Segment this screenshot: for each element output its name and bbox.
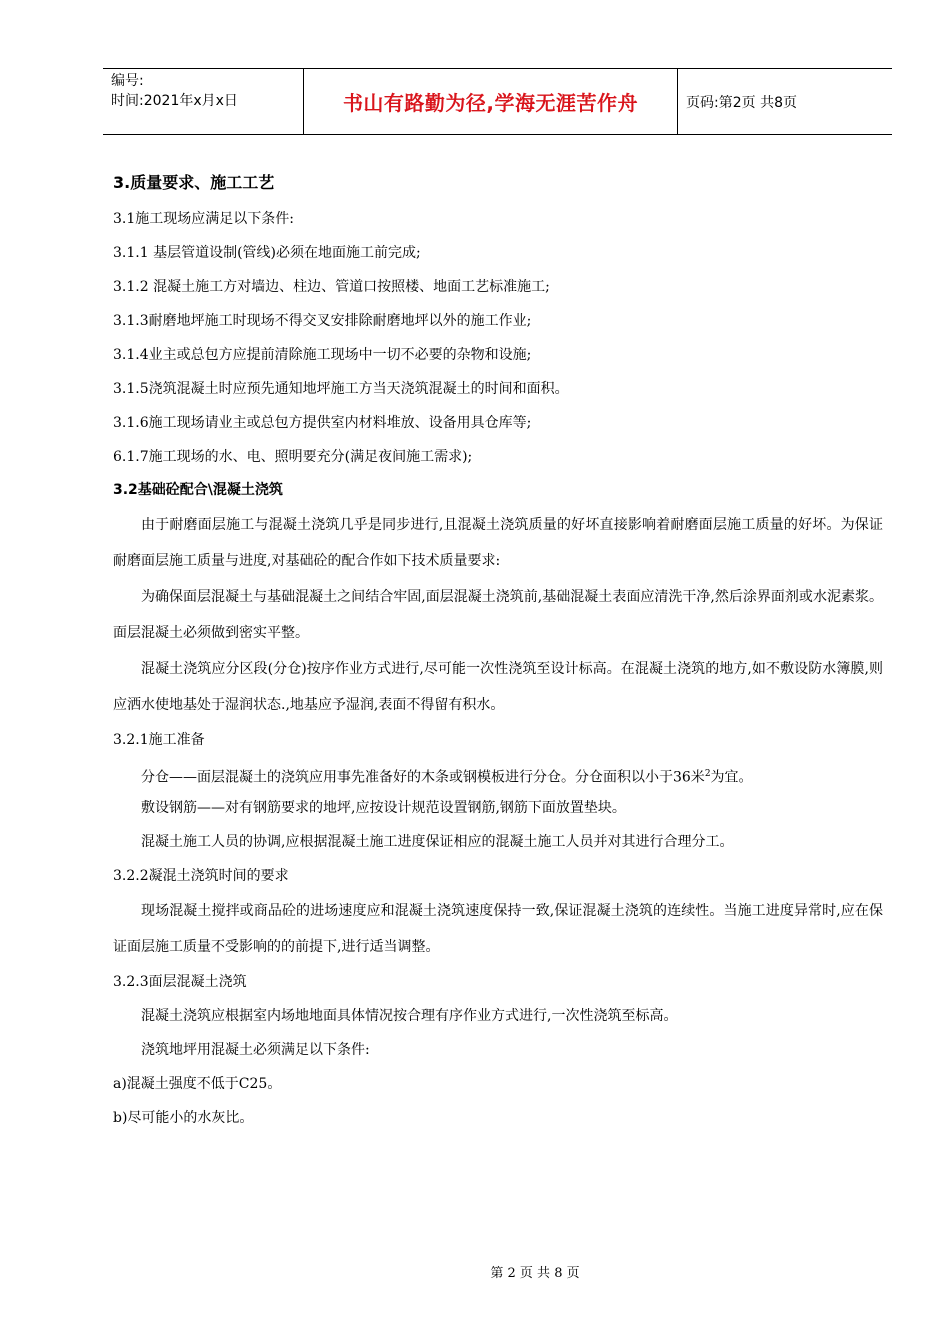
clause-3-1-6: 3.1.6施工现场请业主或总包方提供室内材料堆放、设备用具仓库等; xyxy=(113,415,532,431)
pour-conditions: 浇筑地坪用混凝土必须满足以下条件: xyxy=(141,1042,370,1058)
header-table xyxy=(103,68,892,135)
prep-partition-tail: 为宜。 xyxy=(710,769,753,786)
prep-staff: 混凝土施工人员的协调,应根据混凝土施工进度保证相应的混凝土施工人员并对其进行合理分工。 xyxy=(141,834,734,850)
clause-3-1-3: 3.1.3耐磨地坪施工时现场不得交叉安排除耐磨地坪以外的施工作业; xyxy=(113,313,532,329)
header-left-cell xyxy=(103,69,304,134)
pour-method: 混凝土浇筑应根据室内场地地面具体情况按合理有序作业方式进行,一次性浇筑至标高。 xyxy=(141,1008,678,1024)
prep-rebar: 敷设钢筋——对有钢筋要求的地坪,应按设计规范设置钢筋,钢筋下面放置垫块。 xyxy=(141,800,626,816)
clause-3-1-5: 3.1.5浇筑混凝土时应预先通知地坪施工方当天浇筑混凝土的时间和面积。 xyxy=(113,381,569,397)
prep-partition-text: 分仓——面层混凝土的浇筑应用事先准备好的木条或钢模板进行分仓。分仓面积以小于36米 xyxy=(141,769,705,786)
condition-b: b)尽可能小的水灰比。 xyxy=(113,1110,254,1126)
paragraph-intro: 由于耐磨面层施工与混凝土浇筑几乎是同步进行,且混凝土浇筑质量的好坏直接影响着耐磨面层施工质量的好坏。为保证耐磨面层施工质量与进度,对基础砼的配合作如下技术质量要求: xyxy=(113,517,883,569)
page-label: 页码:第2页 共8页 xyxy=(686,94,797,111)
clause-3-2-2: 3.2.2凝混土浇筑时间的要求 xyxy=(113,868,289,884)
paragraph-timing: 现场混凝土搅拌或商品砼的进场速度应和混凝土浇筑速度保持一致,保证混凝土浇筑的连续性。当施工进度异常时,应在保证面层施工质量不受影响的的前提下,进行适当调整。 xyxy=(113,903,883,955)
header-page-cell xyxy=(678,69,892,134)
paragraph-bonding: 为确保面层混凝土与基础混凝土之间结合牢固,面层混凝土浇筑前,基础混凝土表面应清洗干净,然后涂界面剂或水泥素浆。面层混凝土必须做到密实平整。 xyxy=(113,589,883,641)
clause-3-2-1: 3.2.1施工准备 xyxy=(113,732,205,748)
code-label: 编号: xyxy=(111,73,144,89)
motto-text: 书山有路勤为径,学海无涯苦作舟 xyxy=(342,91,639,115)
clause-3-2-3: 3.2.3面层混凝土浇筑 xyxy=(113,974,247,990)
subsection-3-2-title: 3.2基础砼配合\混凝土浇筑 xyxy=(113,482,283,498)
paragraph-sections: 混凝土浇筑应分区段(分仓)按序作业方式进行,尽可能一次性浇筑至设计标高。在混凝土浇筑的地方,如不敷设防水簿膜,则应洒水使地基处于湿润状态.,地基应予湿润,表面不得留有积水。 xyxy=(113,661,883,713)
clause-3-1-4: 3.1.4业主或总包方应提前清除施工现场中一切不必要的杂物和设施; xyxy=(113,347,532,363)
prep-partition xyxy=(113,757,883,791)
clause-3-1: 3.1施工现场应满足以下条件: xyxy=(113,211,294,227)
clause-6-1-7: 6.1.7施工现场的水、电、照明要充分(满足夜间施工需求); xyxy=(113,449,473,465)
clause-3-1-2: 3.1.2 混凝土施工方对墙边、柱边、管道口按照楼、地面工艺标准施工; xyxy=(113,279,550,295)
prep-partition-sup: 2 xyxy=(704,769,711,779)
section-title: 3.质量要求、施工工艺 xyxy=(113,173,275,192)
document-body xyxy=(113,168,883,1135)
page-footer: 第 2 页 共 8 页 xyxy=(490,1266,580,1281)
condition-a: a)混凝土强度不低于C25。 xyxy=(113,1076,282,1092)
time-label: 时间:2021年x月x日 xyxy=(111,93,238,109)
header-motto-cell xyxy=(304,69,678,134)
clause-3-1-1: 3.1.1 基层管道设制(管线)必须在地面施工前完成; xyxy=(113,245,421,261)
